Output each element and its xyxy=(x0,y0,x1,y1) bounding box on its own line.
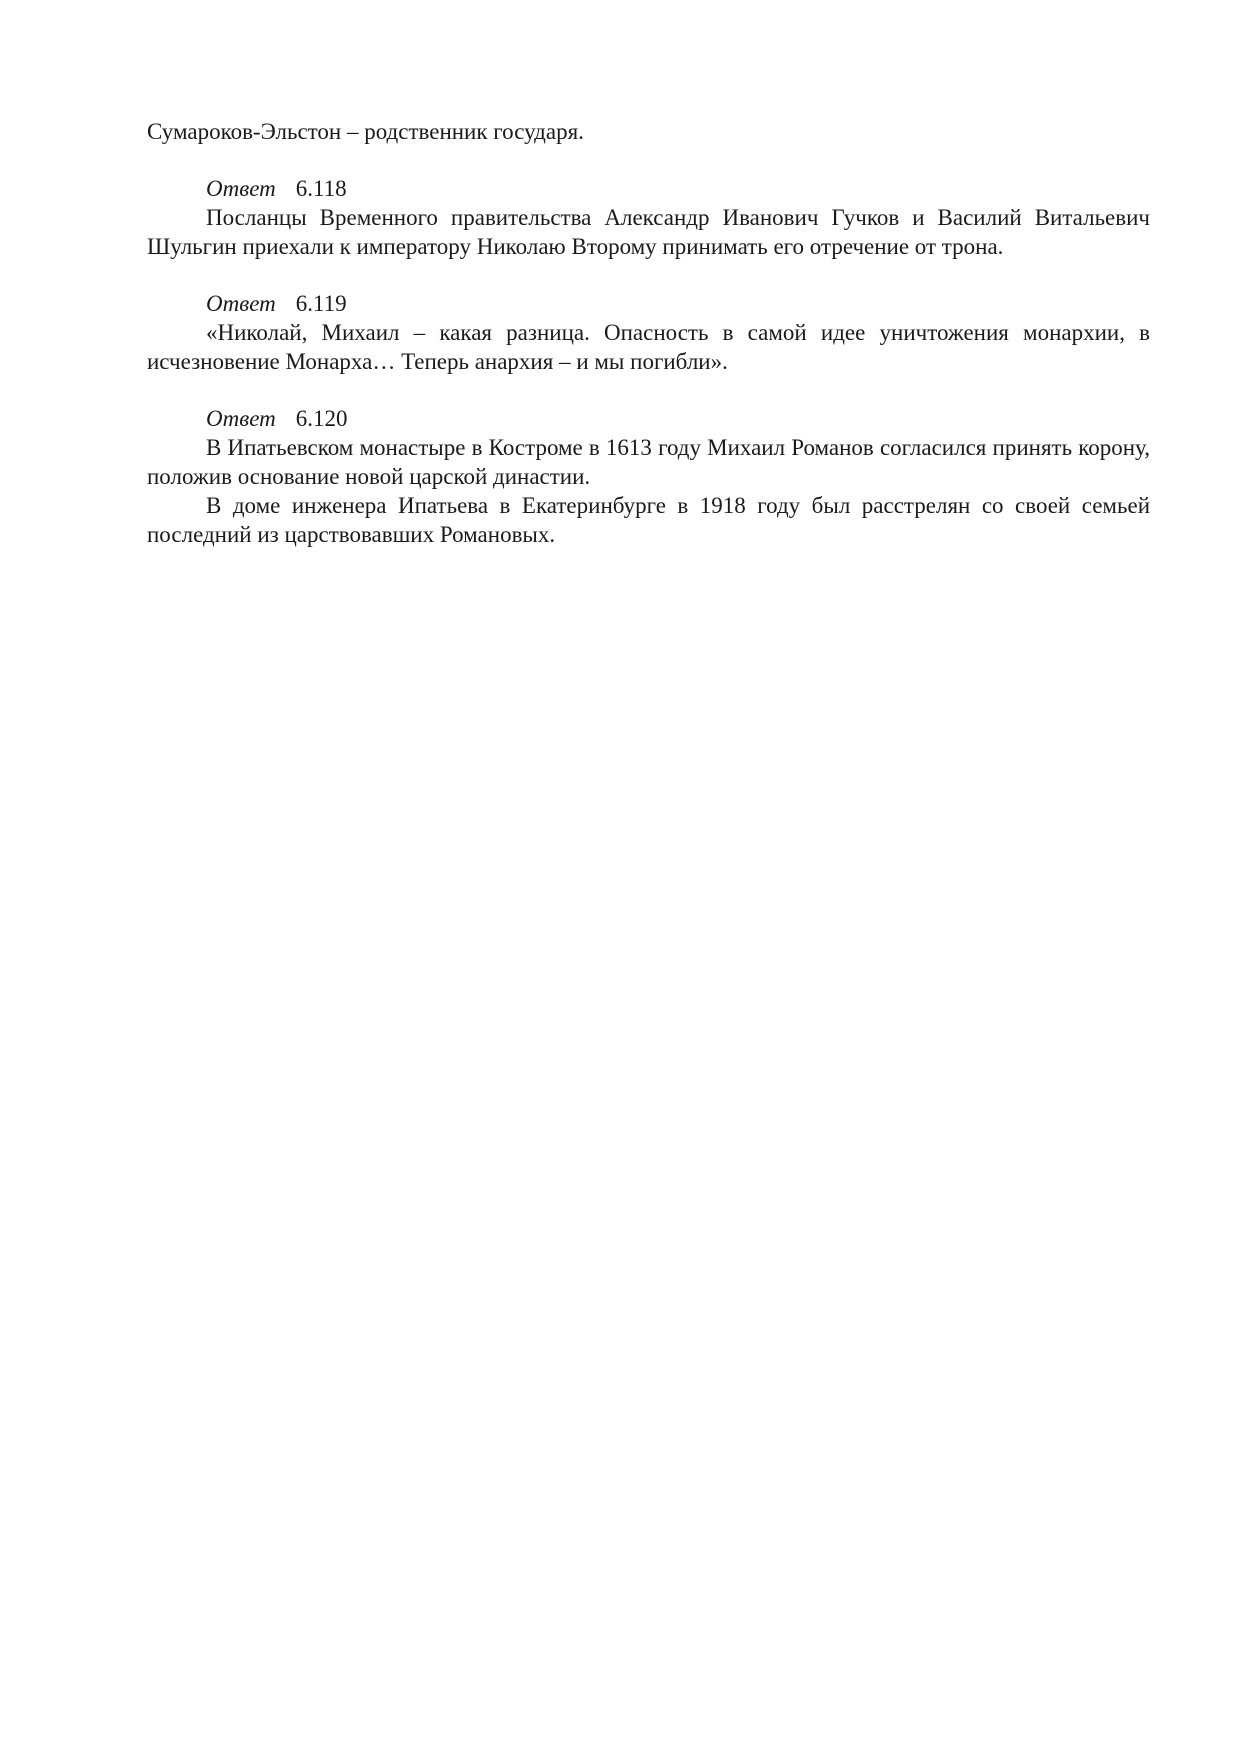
answer-label: Ответ xyxy=(206,406,276,431)
answer-paragraph: Посланцы Временного правительства Александр Иванович Гучков и Василий Витальевич Шульгин приехали к императору Николаю Второму принимать его отречение от трона. xyxy=(147,205,1150,259)
answer-6-120 xyxy=(147,404,1150,549)
answer-6-118 xyxy=(147,174,1150,261)
answer-label: Ответ xyxy=(206,291,276,316)
answer-heading xyxy=(147,404,1150,433)
answer-number: 6.118 xyxy=(295,176,347,201)
answer-number: 6.120 xyxy=(295,406,348,431)
answer-6-119 xyxy=(147,289,1150,376)
answer-label: Ответ xyxy=(206,176,276,201)
answer-heading xyxy=(147,289,1150,318)
intro-paragraph: Сумароков-Эльстон – родственник государя. xyxy=(147,119,584,144)
answer-paragraph: В Ипатьевском монастыре в Костроме в 1613 году Михаил Романов согласился принять корону, положив основание новой царской династии. xyxy=(147,435,1150,489)
page-content xyxy=(147,117,1150,549)
answer-paragraph: «Николай, Михаил – какая разница. Опасность в самой идее уничтожения монархии, в исчезновение Монарха… Теперь анархия – и мы погибли». xyxy=(147,320,1150,374)
answer-number: 6.119 xyxy=(295,291,347,316)
answer-paragraph: В доме инженера Ипатьева в Екатеринбурге в 1918 году был расстрелян со своей семьей последний из царствовавших Романовых. xyxy=(147,493,1150,547)
answer-heading xyxy=(147,174,1150,203)
